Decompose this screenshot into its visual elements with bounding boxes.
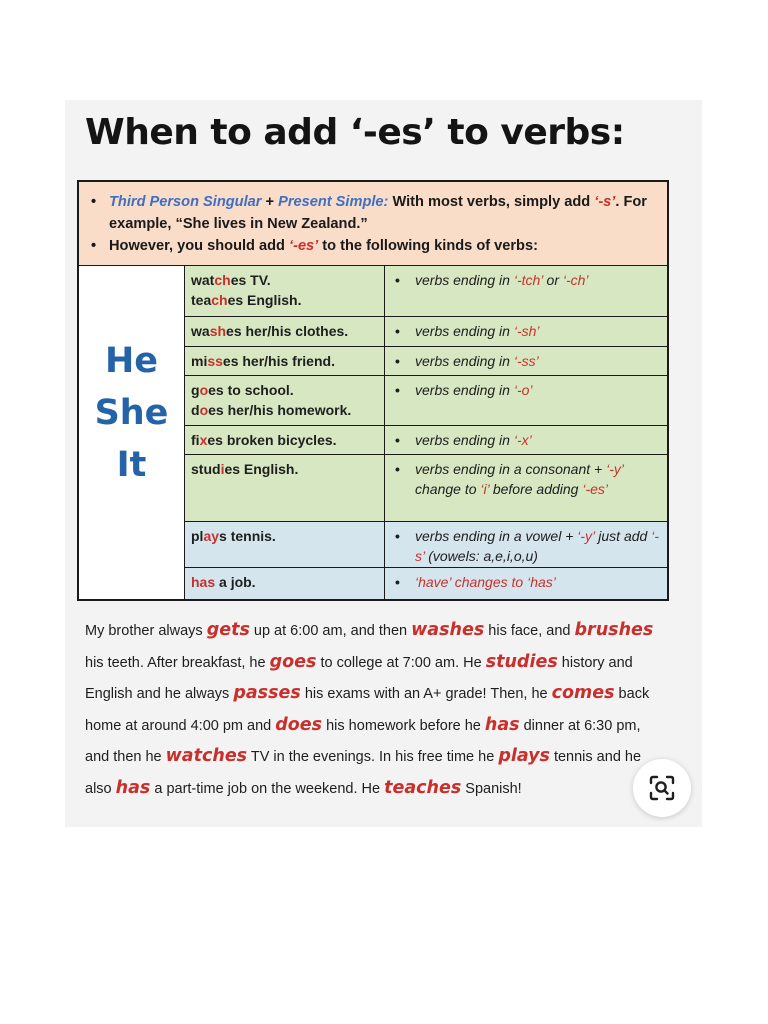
example-text: a job. <box>215 574 256 591</box>
paragraph-text: My brother always <box>85 623 207 639</box>
rule-cell <box>385 376 667 424</box>
rule-text: change to <box>415 481 481 498</box>
example-text: d <box>191 402 200 419</box>
example-line <box>191 572 378 592</box>
pronoun-he: He <box>104 340 159 381</box>
verb-highlight: brushes <box>574 620 654 640</box>
intro-box <box>79 182 667 266</box>
example-cell <box>185 376 385 424</box>
intro-plus: + <box>261 194 279 210</box>
rule-text: (vowels: a,e,i,o,u) <box>424 548 538 565</box>
example-text: es her/his friend. <box>222 352 335 369</box>
intro-line-2 <box>89 235 657 257</box>
verb-highlight: comes <box>551 683 615 703</box>
verb-highlight: watches <box>165 746 248 766</box>
rule-text: just add <box>594 528 652 545</box>
rule-text: verbs ending in <box>415 382 514 399</box>
rule-highlight: ‘have’ changes to ‘has’ <box>415 574 556 591</box>
example-cell <box>185 568 385 599</box>
example-cell <box>185 455 385 521</box>
example-cell <box>185 317 385 346</box>
example-text: fi <box>191 431 200 448</box>
paragraph-text: TV in the evenings. In his free time he <box>247 749 499 765</box>
rule-highlight: ‘-tch’ <box>513 272 543 288</box>
example-text: s tennis. <box>219 528 276 545</box>
rule-cell <box>385 347 667 376</box>
verb-rows <box>185 266 667 599</box>
rule-highlight: ‘-x’ <box>513 431 532 448</box>
paragraph-text: tennis and he also <box>85 749 642 797</box>
intro-s-suffix: ‘-s’ <box>594 194 616 210</box>
visual-search-button[interactable] <box>633 759 691 817</box>
rule-cell <box>385 455 667 521</box>
rule-text: or <box>542 272 563 288</box>
paragraph-text: a part-time job on the weekend. He <box>150 780 385 797</box>
paragraph-text: history and English and he always <box>85 654 633 702</box>
example-line <box>191 400 378 420</box>
rules-table <box>77 180 669 601</box>
example-cell <box>185 347 385 376</box>
verb-row <box>185 266 667 317</box>
example-text: es English. <box>227 292 302 308</box>
rule-text: verbs ending in <box>415 272 514 288</box>
highlighted-ending: sh <box>209 323 227 340</box>
rule-highlight: ‘-s’ <box>415 528 659 565</box>
paragraph-text: up at 6:00 am, and then <box>249 623 412 639</box>
paragraph-text: Spanish! <box>461 780 522 797</box>
rule-highlight: ‘-ch’ <box>562 272 589 288</box>
verb-highlight: passes <box>233 683 301 703</box>
rule-text: verbs ending in a vowel + <box>415 528 578 545</box>
verb-highlight: gets <box>206 620 250 640</box>
rule-cell <box>385 266 667 316</box>
rule-cell <box>385 426 667 455</box>
verb-grid <box>79 266 667 599</box>
example-text: es her/his homework. <box>208 402 352 419</box>
worksheet-image <box>65 100 702 827</box>
rule-cell <box>385 568 667 599</box>
example-cell <box>185 266 385 316</box>
example-text: tea <box>191 292 212 308</box>
intro-term-2: Present Simple: <box>278 194 389 210</box>
paragraph-text: back home at around 4:00 pm and <box>85 686 650 734</box>
example-text: mi <box>191 352 208 369</box>
intro-text-1: With most verbs, simply add <box>388 194 595 210</box>
rule-highlight: ‘-ss’ <box>513 352 539 369</box>
highlighted-ending: x <box>199 431 208 448</box>
verb-row <box>185 317 667 347</box>
intro-line-1 <box>89 191 657 235</box>
verb-highlight: goes <box>269 651 317 672</box>
rule-cell <box>385 317 667 346</box>
rule-highlight: ‘-y’ <box>577 528 595 545</box>
rule-text: verbs ending in <box>415 352 514 369</box>
verb-highlight: does <box>275 714 323 735</box>
example-text: es to school. <box>208 382 294 399</box>
pronoun-she: She <box>94 392 169 433</box>
example-paragraph <box>85 615 665 804</box>
pronoun-it: It <box>116 444 147 485</box>
example-line <box>191 290 378 310</box>
verb-highlight: studies <box>485 651 558 672</box>
verb-row <box>185 376 667 425</box>
example-line <box>191 270 378 290</box>
verb-highlight: has <box>115 777 151 798</box>
intro-text-2a: However, you should add <box>109 238 290 254</box>
example-text: pl <box>191 528 204 545</box>
highlighted-ending: ay <box>203 528 220 545</box>
pronoun-column <box>79 266 185 599</box>
example-line <box>191 526 378 546</box>
verb-highlight: teaches <box>384 777 462 798</box>
example-text: es TV. <box>230 272 271 288</box>
verb-row <box>185 347 667 377</box>
verb-row <box>185 426 667 456</box>
rule-highlight: ‘-sh’ <box>513 323 540 340</box>
example-text: wa <box>191 323 210 340</box>
example-line <box>191 430 378 450</box>
paragraph-text: his exams with an A+ grade! Then, he <box>300 686 552 702</box>
rule-highlight: ‘i’ <box>480 481 489 498</box>
rule-text: before adding <box>488 481 583 498</box>
verb-row <box>185 568 667 599</box>
verb-row <box>185 455 667 522</box>
rule-highlight: ‘-y’ <box>606 461 624 478</box>
example-line <box>191 351 378 371</box>
highlighted-ending: ch <box>214 272 231 288</box>
verb-highlight: washes <box>411 620 485 640</box>
example-line <box>191 459 378 479</box>
visual-search-icon <box>648 774 676 802</box>
rule-highlight: ‘-es’ <box>582 481 609 498</box>
intro-example: . For example, “She lives in New Zealand.” <box>109 194 647 232</box>
example-text: wat <box>191 272 215 288</box>
paragraph-text: his teeth. After breakfast, he <box>85 654 270 671</box>
highlighted-ending: ss <box>207 352 223 369</box>
verb-highlight: has <box>484 714 520 735</box>
highlighted-ending: i <box>220 461 225 478</box>
example-text: stud <box>191 461 221 478</box>
intro-term-1: Third Person Singular <box>109 194 262 210</box>
example-cell <box>185 522 385 567</box>
example-line <box>191 380 378 400</box>
paragraph-text: his face, and <box>484 623 575 639</box>
highlighted-ending: has <box>191 574 216 591</box>
rule-text: verbs ending in <box>415 323 514 340</box>
verb-highlight: plays <box>498 746 550 766</box>
example-text: g <box>191 382 200 399</box>
verb-row <box>185 522 667 568</box>
page-title: When to add ‘-es’ to verbs: <box>85 112 625 153</box>
highlighted-ending: o <box>199 382 209 399</box>
rule-text: verbs ending in a consonant + <box>415 461 607 478</box>
example-text: es broken bicycles. <box>207 431 337 448</box>
paragraph-text: dinner at 6:30 pm, and then he <box>85 717 641 765</box>
example-text: es English. <box>224 461 299 478</box>
rule-cell <box>385 522 667 567</box>
paragraph-text: his homework before he <box>322 717 485 734</box>
example-cell <box>185 426 385 455</box>
example-line <box>191 321 378 341</box>
intro-text-2b: to the following kinds of verbs: <box>318 238 538 254</box>
rule-highlight: ‘-o’ <box>513 382 533 399</box>
example-text: es her/his clothes. <box>226 323 349 340</box>
intro-es-suffix: ‘-es’ <box>289 238 319 254</box>
highlighted-ending: ch <box>211 292 228 308</box>
rule-text: verbs ending in <box>415 431 514 448</box>
paragraph-text: to college at 7:00 am. He <box>316 654 486 671</box>
highlighted-ending: o <box>199 402 209 419</box>
